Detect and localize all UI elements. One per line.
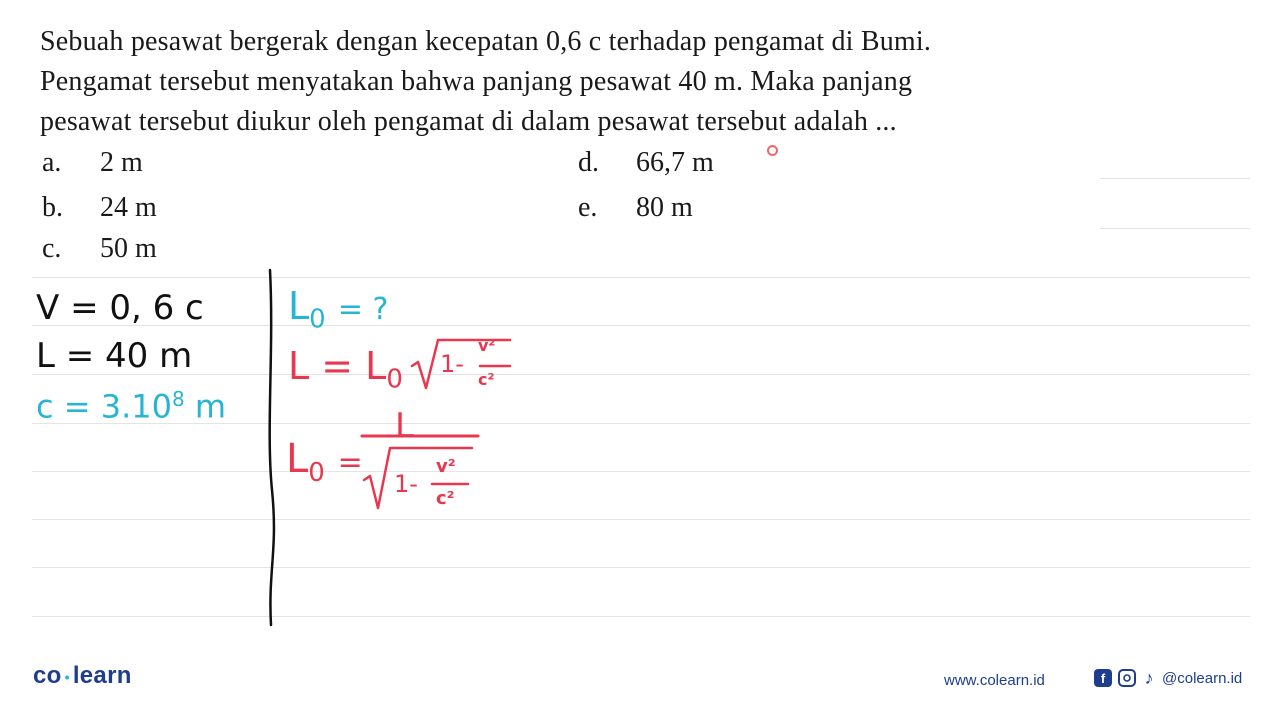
colearn-logo	[33, 662, 132, 690]
instagram-icon	[1118, 669, 1136, 687]
option-key: e.	[578, 192, 598, 223]
hw-result-sub-zero: 0	[308, 458, 325, 488]
social-handle: @colearn.id	[1162, 669, 1243, 687]
option-key: d.	[578, 147, 599, 178]
hw-given-length: L = 40 m	[36, 336, 193, 376]
hw-formula-v2: v²	[478, 336, 496, 355]
hw-formula-lhs	[288, 344, 403, 395]
hw-sub-zero: 0	[309, 304, 326, 335]
hw-c-exponent: 8	[172, 387, 185, 411]
option-key: c.	[42, 233, 62, 264]
option-text: 24 m	[100, 192, 157, 223]
logo-part-learn: learn	[72, 662, 132, 689]
social-links	[1094, 669, 1242, 687]
ruled-line	[32, 616, 1250, 617]
option-text: 50 m	[100, 233, 157, 264]
ruled-line	[32, 325, 1250, 326]
ruled-line	[32, 519, 1250, 520]
question-line-3: pesawat tersebut diukur oleh pengamat di dalam pesawat tersebut adalah ...	[40, 106, 897, 137]
option-key: a.	[42, 147, 62, 178]
question-line-1: Sebuah pesawat bergerak dengan kecepatan 0,6 c terhadap pengamat di Bumi.	[40, 26, 932, 57]
ruled-line	[32, 471, 1250, 472]
logo-separator: •	[64, 668, 70, 685]
ruled-line	[1100, 178, 1250, 179]
pen-cursor-dot	[767, 145, 778, 156]
option-c	[42, 231, 157, 267]
hw-result-l: L	[286, 436, 309, 482]
facebook-icon: f	[1094, 669, 1112, 687]
ruled-line	[32, 374, 1250, 375]
option-key: b.	[42, 192, 63, 223]
hw-result-lhs	[286, 436, 363, 488]
hw-result-one-minus: 1-	[394, 470, 418, 498]
hw-result-c2: c²	[436, 488, 455, 509]
hw-equals-question: = ?	[337, 292, 389, 327]
hw-c-unit: m	[194, 387, 227, 426]
option-a	[42, 145, 143, 181]
hw-sqrt-sign-1	[410, 336, 520, 396]
website-url: www.colearn.id	[944, 672, 1045, 689]
logo-part-co: co	[33, 662, 62, 689]
hw-given-velocity: V = 0, 6 c	[36, 288, 204, 328]
hw-find-l0	[288, 284, 388, 335]
hw-fraction-and-sqrt	[360, 428, 490, 528]
ruled-line	[1100, 228, 1250, 229]
tiktok-icon: ♪	[1144, 667, 1154, 688]
option-text: 80 m	[636, 192, 693, 223]
hw-c-value: c = 3.10	[36, 387, 172, 426]
option-b	[42, 190, 157, 226]
option-e	[578, 190, 693, 226]
hw-l: L	[288, 284, 310, 328]
hw-formula-c2: c²	[478, 370, 495, 389]
hw-formula-l-equals: L = L	[288, 344, 387, 388]
option-text: 66,7 m	[636, 147, 714, 178]
ruled-line	[32, 277, 1250, 278]
question-line-2: Pengamat tersebut menyatakan bahwa panjang pesawat 40 m. Maka panjang	[40, 66, 913, 97]
hw-result-v2: v²	[436, 456, 456, 477]
hw-result-numerator: L	[395, 406, 414, 446]
hw-result-equals: =	[337, 445, 363, 480]
hw-formula-sub-zero: 0	[386, 364, 403, 395]
hw-given-light-speed	[36, 387, 226, 426]
option-text: 2 m	[100, 147, 143, 178]
hw-divider-line	[262, 270, 282, 630]
question-text	[40, 22, 1100, 142]
ruled-line	[32, 567, 1250, 568]
hw-formula-one-minus: 1-	[440, 350, 464, 378]
option-d	[578, 145, 714, 181]
